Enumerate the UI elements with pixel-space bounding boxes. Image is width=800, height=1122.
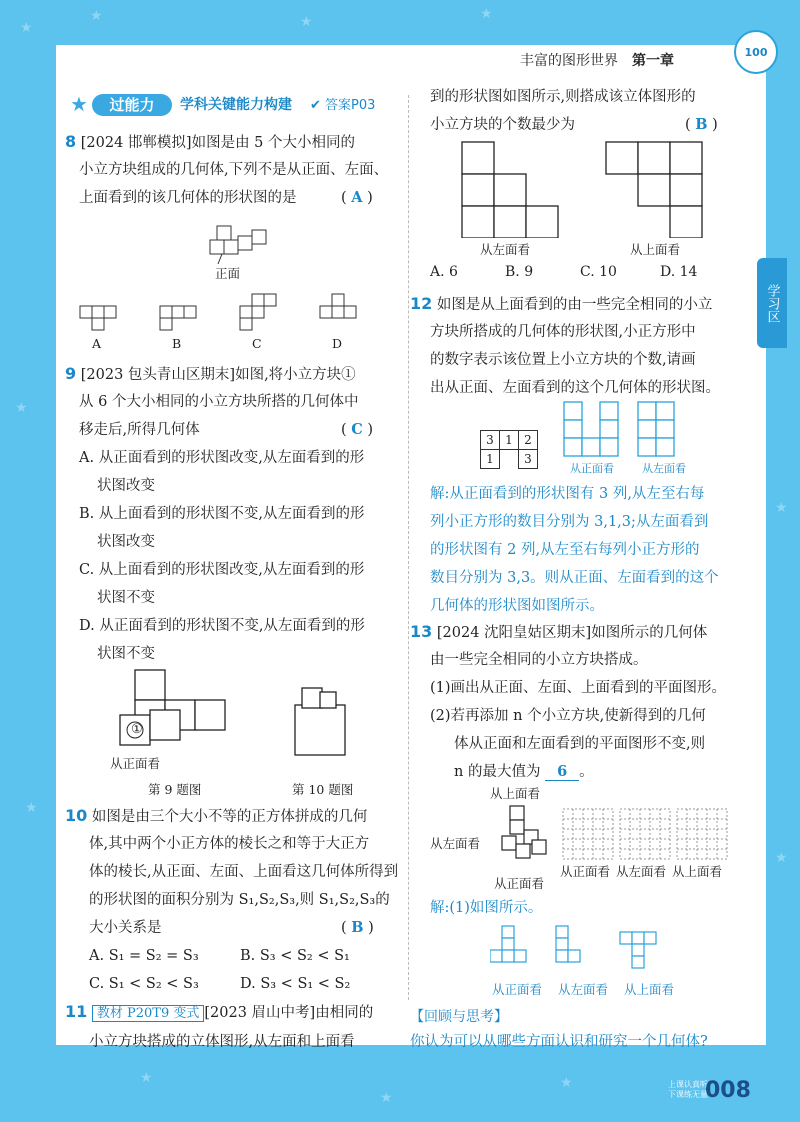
option-b-label: B bbox=[172, 336, 182, 351]
star-decoration: ★ bbox=[775, 850, 788, 866]
star-decoration: ★ bbox=[300, 14, 313, 30]
choice-b[interactable]: B. S₃ < S₂ < S₁ bbox=[240, 948, 350, 964]
question-number: 11 bbox=[65, 1002, 88, 1021]
option-a-label: A bbox=[92, 336, 102, 351]
footer-note bbox=[668, 1080, 708, 1100]
question-text: 的形状图的面积分别为 S₁,S₂,S₃,则 S₁,S₂,S₃的 bbox=[89, 892, 390, 908]
answer-value: 6 bbox=[545, 763, 579, 781]
choice-d[interactable]: D. S₃ < S₁ < S₂ bbox=[240, 976, 351, 992]
choice-a[interactable]: A. S₁ = S₂ = S₃ bbox=[89, 948, 199, 964]
left-view-label: 从左面看 bbox=[480, 242, 531, 257]
side-tab-study[interactable]: 学习区 bbox=[757, 258, 787, 348]
front-label: 正面 bbox=[215, 266, 241, 281]
top-view-label: 从上面看 bbox=[630, 242, 681, 257]
top-view-label: 从上面看 bbox=[490, 786, 541, 801]
left-view-label: 从左面看 bbox=[642, 462, 686, 475]
figure-caption: 第 9 题图 bbox=[148, 782, 202, 797]
question-text: 如图是从上面看到的由一些完全相同的小立 bbox=[436, 297, 713, 313]
answer-value: B bbox=[695, 116, 708, 133]
choice-a[interactable]: A. 从正面看到的形状图改变,从左面看到的形 bbox=[79, 450, 365, 466]
figure-caption: 第 10 题图 bbox=[292, 782, 354, 797]
front-view-label: 从正面看 bbox=[570, 462, 614, 475]
footer-note-line: 上课认真听 bbox=[668, 1080, 708, 1089]
q8-solid-figure bbox=[200, 218, 280, 268]
solution-text: 解:(1)如图所示。 bbox=[430, 900, 543, 916]
question-number: 10 bbox=[65, 806, 88, 825]
question-number: 8 bbox=[65, 132, 77, 151]
choice-b-cont: 状图改变 bbox=[97, 534, 155, 550]
grid-cell: 1 bbox=[500, 431, 519, 450]
grid-cell: 3 bbox=[481, 431, 500, 450]
section-banner bbox=[70, 92, 392, 118]
answer-reference: ✔ 答案P03 bbox=[310, 98, 376, 113]
front-label: 从正面看 bbox=[110, 756, 161, 771]
choice-a[interactable]: A. 6 bbox=[430, 264, 458, 280]
grid-label: 从正面看 bbox=[560, 864, 611, 879]
page-header bbox=[520, 50, 674, 70]
question-text: 如图是由三个大小不等的正方体拼成的几何 bbox=[91, 809, 368, 825]
q13-answer-figures bbox=[490, 922, 680, 976]
left-view-label: 从左面看 bbox=[430, 836, 481, 851]
question-text: 小立方块搭成的立体图形,从左面和上面看 bbox=[89, 1034, 355, 1050]
question-number: 13 bbox=[410, 622, 433, 641]
star-decoration: ★ bbox=[775, 500, 788, 516]
question-text: n 的最大值为 bbox=[454, 764, 541, 780]
star-decoration: ★ bbox=[140, 1070, 153, 1086]
q13-solid-figure bbox=[498, 800, 558, 872]
solution-text: 解:从正面看到的形状图有 3 列,从左至右每 bbox=[430, 486, 705, 502]
question-text: 大小关系是 bbox=[89, 920, 162, 936]
review-heading: 【回顾与思考】 bbox=[410, 1009, 508, 1025]
front-view-label: 从正面看 bbox=[494, 876, 545, 891]
question-text: 小立方块组成的几何体,下列不是从正面、左面、 bbox=[79, 162, 389, 178]
question-text: 到的形状图如图所示,则搭成该立体图形的 bbox=[430, 89, 696, 105]
question-text: 小立方块的个数最少为 bbox=[430, 117, 575, 133]
choice-d-cont: 状图不变 bbox=[97, 646, 155, 662]
banner-title: 过能力 bbox=[92, 94, 172, 116]
question-number: 9 bbox=[65, 364, 77, 383]
choice-d[interactable]: D. 从正面看到的形状图不变,从左面看到的形 bbox=[79, 618, 365, 634]
star-decoration: ★ bbox=[15, 400, 28, 416]
star-decoration: ★ bbox=[480, 6, 493, 22]
question-text: [2023 眉山中考]由相同的 bbox=[204, 1005, 374, 1021]
question-text: [2024 邯郸模拟]如图是由 5 个大小相同的 bbox=[80, 135, 356, 151]
textbook-tag: 教材 P20T9 变式 bbox=[92, 1005, 205, 1022]
review-question: 你认为可以从哪些方面认识和研究一个几何体? bbox=[410, 1034, 708, 1050]
choice-b[interactable]: B. 9 bbox=[505, 264, 534, 280]
question-text: 体,其中两个小正方体的棱长之和等于大正方 bbox=[89, 836, 370, 852]
question-text: 体从正面和左面看到的平面图形不变,则 bbox=[454, 736, 706, 752]
solution-text: 几何体的形状图如图所示。 bbox=[430, 598, 604, 614]
question-text: (1)画出从正面、左面、上面看到的平面图形。 bbox=[430, 680, 727, 696]
star-decoration: ★ bbox=[560, 1075, 573, 1091]
answer-ref-text: 答案P03 bbox=[325, 98, 376, 113]
question-text: 移走后,所得几何体 bbox=[79, 422, 200, 438]
choice-c-cont: 状图不变 bbox=[97, 590, 155, 606]
q9-solid-figure bbox=[110, 665, 250, 760]
question-text: 出从正面、左面看到的这个几何体的形状图。 bbox=[430, 380, 720, 396]
grid-cell: 1 bbox=[481, 450, 500, 469]
question-text: [2024 沈阳皇姑区期末]如图所示的几何体 bbox=[436, 625, 708, 641]
mascot-icon: 100 bbox=[734, 30, 778, 74]
banner-subtitle: 学科关键能力构建 bbox=[180, 97, 292, 113]
answer-value: A bbox=[351, 189, 363, 206]
question-text: 上面看到的该几何体的形状图的是 bbox=[79, 190, 297, 206]
answer-label: 从左面看 bbox=[558, 982, 609, 997]
question-text: 方块所搭成的几何体的形状图,小正方形中 bbox=[430, 324, 696, 340]
question-text: 从 6 个大小相同的小立方块所搭的几何体中 bbox=[79, 394, 359, 410]
choice-b[interactable]: B. 从上面看到的形状图不变,从左面看到的形 bbox=[79, 506, 365, 522]
q8-options-figures bbox=[78, 290, 378, 335]
answer-value: C bbox=[351, 421, 363, 438]
question-text: 的数字表示该位置上小立方块的个数,请画 bbox=[430, 352, 696, 368]
choice-a-cont: 状图改变 bbox=[97, 478, 155, 494]
question-text: (2)若再添加 n 个小立方块,使新得到的几何 bbox=[430, 708, 706, 724]
page-number: 008 bbox=[705, 1078, 751, 1103]
q11-view-figures bbox=[460, 140, 730, 238]
answer-label: 从上面看 bbox=[624, 982, 675, 997]
grid-label: 从上面看 bbox=[672, 864, 723, 879]
section-title: 丰富的图形世界 bbox=[520, 53, 618, 69]
option-d-label: D bbox=[332, 336, 343, 351]
grid-label: 从左面看 bbox=[616, 864, 667, 879]
choice-d[interactable]: D. 14 bbox=[660, 264, 698, 280]
star-decoration: ★ bbox=[25, 800, 38, 816]
question-text: 体的棱长,从正面、左面、上面看这几何体所得到 bbox=[89, 864, 399, 880]
grid-cell: 3 bbox=[519, 450, 538, 469]
solution-text: 列小正方形的数目分别为 3,1,3;从左面看到 bbox=[430, 514, 709, 530]
answer-label: 从正面看 bbox=[492, 982, 543, 997]
grid-cell-empty bbox=[500, 450, 519, 469]
question-text: 由一些完全相同的小立方块搭成。 bbox=[430, 652, 648, 668]
star-decoration: ★ bbox=[90, 8, 103, 24]
grid-cell: 2 bbox=[519, 431, 538, 450]
q12-answer-figures bbox=[562, 400, 692, 460]
arrow-icon bbox=[218, 254, 222, 264]
choice-c[interactable]: C. 10 bbox=[580, 264, 617, 280]
question-number: 12 bbox=[410, 294, 433, 313]
star-icon: ★ bbox=[70, 92, 88, 116]
option-c-label: C bbox=[252, 336, 262, 351]
solution-text: 的形状图有 2 列,从左至右每列小正方形的 bbox=[430, 542, 700, 558]
star-decoration: ★ bbox=[20, 20, 33, 36]
solution-text: 数目分别为 3,3。则从正面、左面看到的这个 bbox=[430, 570, 719, 586]
cube-marker: ① bbox=[131, 722, 143, 737]
answer-value: B bbox=[351, 919, 364, 936]
top-frame bbox=[0, 0, 800, 45]
q13-blank-grids bbox=[562, 808, 732, 862]
choice-c[interactable]: C. S₁ < S₂ < S₃ bbox=[89, 976, 199, 992]
q10-solid-figure bbox=[290, 680, 360, 760]
star-decoration: ★ bbox=[380, 1090, 393, 1106]
column-divider bbox=[408, 95, 409, 1000]
chapter-title: 第一章 bbox=[632, 53, 674, 69]
q12-number-grid bbox=[480, 430, 538, 469]
question-text: [2023 包头青山区期末]如图,将小立方块① bbox=[80, 367, 356, 383]
footer-note-line: 下课练无量 bbox=[668, 1090, 708, 1099]
choice-c[interactable]: C. 从上面看到的形状图改变,从左面看到的形 bbox=[79, 562, 365, 578]
